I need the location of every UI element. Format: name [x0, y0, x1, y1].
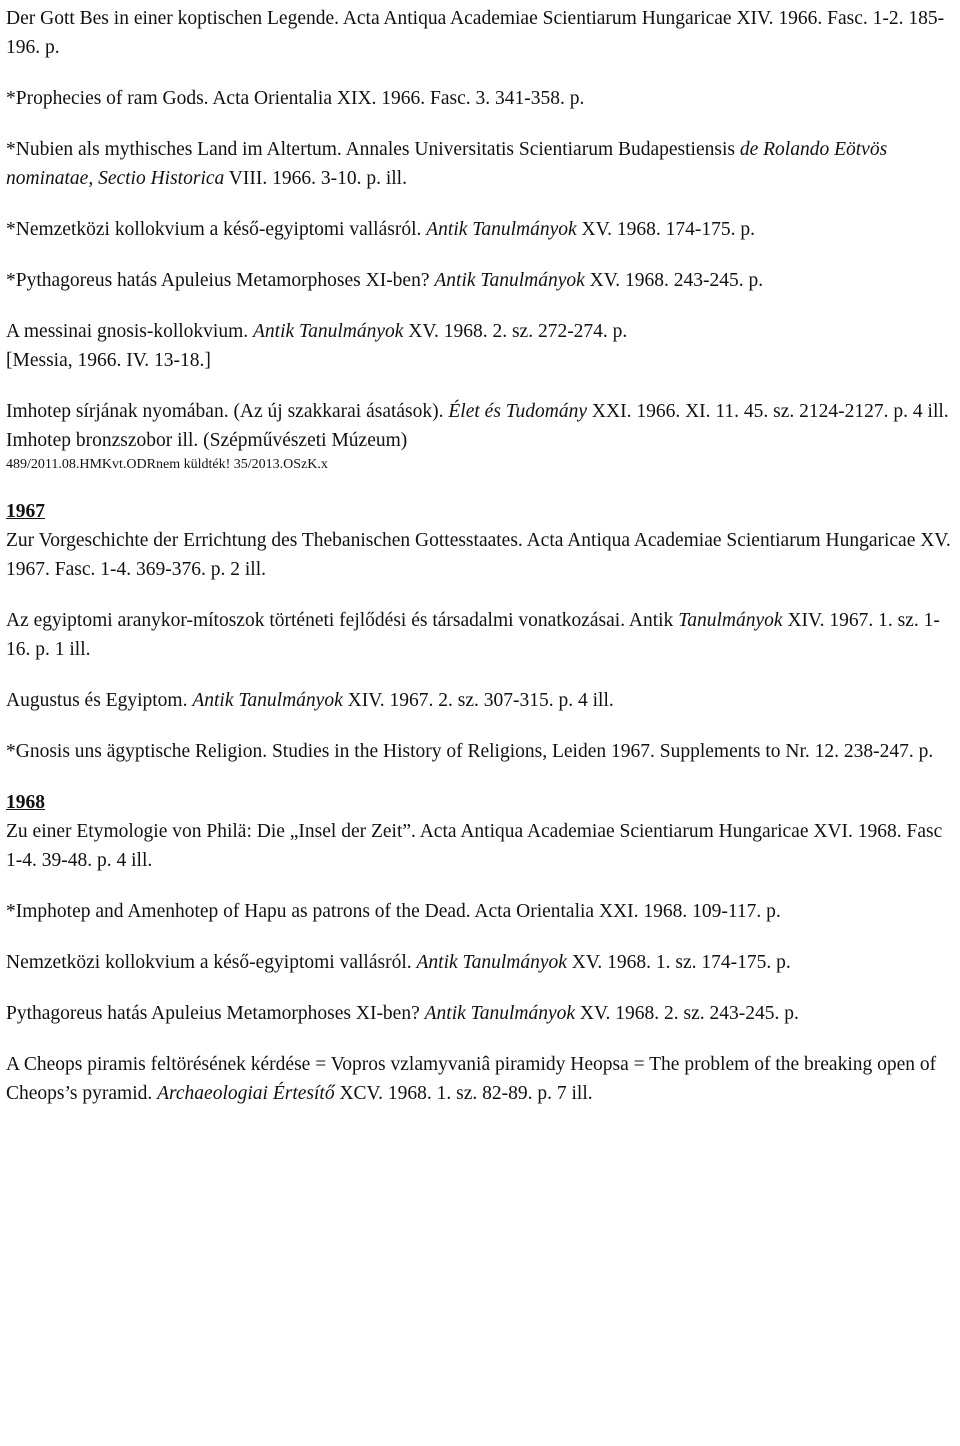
bibliography-entry: Az egyiptomi aranykor-mítoszok történeti fejlődési és társadalmi vonatkozásai. Antik Tanulmányok XIV. 1967. 1. sz. 1-16. p. 1 ill. — [6, 610, 940, 660]
bibliography-entry: *Gnosis uns ägyptische Religion. Studies in the History of Religions, Leiden 1967. Supplements to Nr. 12. 238-247. p. — [6, 741, 934, 762]
bibliography-entry: Imhotep sírjának nyomában. (Az új szakkarai ásatások). Élet és Tudomány XXI. 1966. XI. 11. 45. sz. 2124-2127. p. 4 ill. — [6, 401, 949, 422]
bibliography-entry: *Nemzetközi kollokvium a késő-egyiptomi vallásról. Antik Tanulmányok XV. 1968. 174-175. p. — [6, 219, 756, 240]
bibliography-note: [Messia, 1966. IV. 13-18.] — [6, 350, 211, 371]
bibliography-entry: Pythagoreus hatás Apuleius Metamorphoses XI-ben? Antik Tanulmányok XV. 1968. 2. sz. 243-245. p. — [6, 1003, 799, 1024]
bibliography-entry: *Pythagoreus hatás Apuleius Metamorphoses XI-ben? Antik Tanulmányok XV. 1968. 243-245. p. — [6, 270, 764, 291]
year-heading: 1967 — [6, 501, 45, 522]
bibliography-entry: *Prophecies of ram Gods. Acta Orientalia XIX. 1966. Fasc. 3. 341-358. p. — [6, 88, 585, 109]
year-heading: 1968 — [6, 792, 45, 813]
bibliography-entry: Zu einer Etymologie von Philä: Die „Insel der Zeit”. Acta Antiqua Academiae Scientiarum Hungaricae XVI. 1968. Fasc 1-4. 39-48. p. 4 ill. — [6, 821, 943, 871]
bibliography-entry: Nemzetközi kollokvium a késő-egyiptomi vallásról. Antik Tanulmányok XV. 1968. 1. sz. 174-175. p. — [6, 952, 791, 973]
bibliography-entry: Augustus és Egyiptom. Antik Tanulmányok XIV. 1967. 2. sz. 307-315. p. 4 ill. — [6, 690, 614, 711]
document-page — [6, 4, 956, 1108]
bibliography-entry: Der Gott Bes in einer koptischen Legende. Acta Antiqua Academiae Scientiarum Hungaricae XIV. 1966. Fasc. 1-2. 185-196. p. — [6, 8, 945, 58]
bibliography-entry: A Cheops piramis feltörésének kérdése = Vopros vzlamyvaniâ piramidy Heopsa = The problem of the breaking open of Cheops’s pyramid. Archaeologiai Értesítő XCV. 1968. 1. sz. 82-89. p. 7 ill. — [6, 1054, 937, 1104]
library-note: 489/2011.08.HMKvt.ODRnem küldték! 35/2013.OSzK.x — [6, 457, 328, 472]
bibliography-entry: Zur Vorgeschichte der Errichtung des Thebanischen Gottesstaates. Acta Antiqua Academiae Scientiarum Hungaricae XV. 1967. Fasc. 1-4. 369-376. p. 2 ill. — [6, 530, 951, 580]
bibliography-entry: *Imphotep and Amenhotep of Hapu as patrons of the Dead. Acta Orientalia XXI. 1968. 109-117. p. — [6, 901, 781, 922]
bibliography-entry: A messinai gnosis-kollokvium. Antik Tanulmányok XV. 1968. 2. sz. 272-274. p. — [6, 321, 628, 342]
bibliography-entry: Imhotep bronzszobor ill. (Szépművészeti Múzeum) — [6, 430, 408, 451]
bibliography-entry: *Nubien als mythisches Land im Altertum. Annales Universitatis Scientiarum Budapestiensis de Rolando Eötvös nominatae, Sectio Historica VIII. 1966. 3-10. p. ill. — [6, 139, 888, 189]
